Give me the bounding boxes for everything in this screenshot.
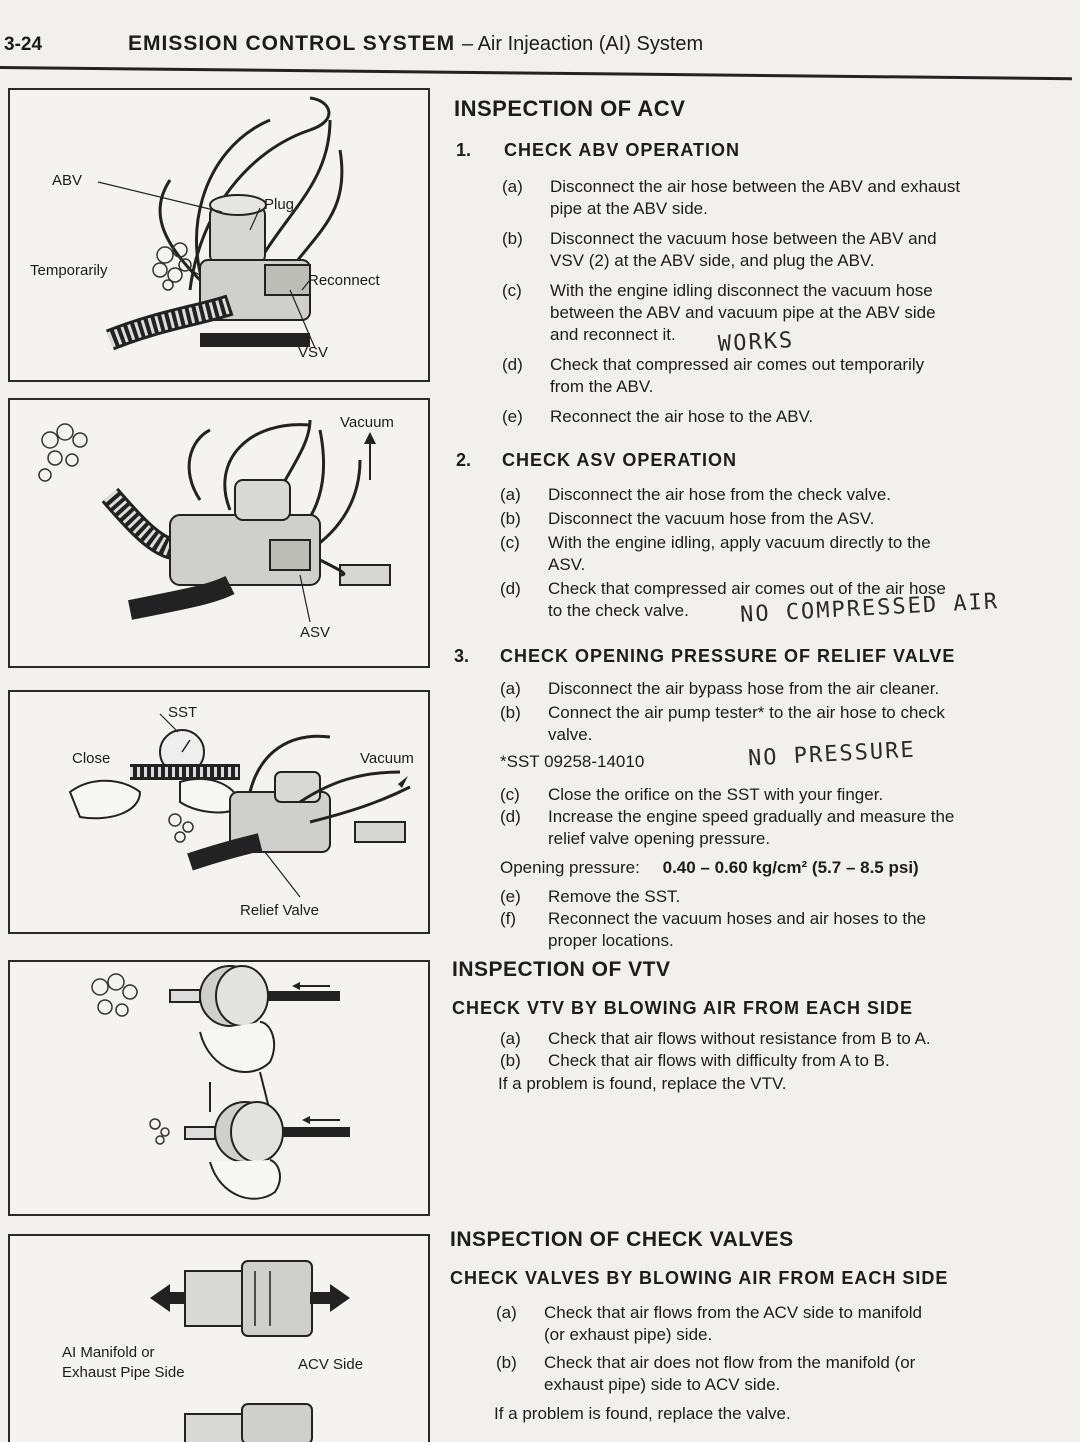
step-line: Disconnect the air hose from the check valve.: [548, 485, 891, 504]
check1-number: 1.: [456, 140, 472, 160]
figure-relief-valve-check: [8, 690, 430, 934]
step-line: Reconnect the vacuum hoses and air hoses to the: [548, 909, 927, 928]
check2-title: CHECK ASV OPERATION: [502, 450, 738, 470]
vtv-section-title: INSPECTION OF VTV: [452, 958, 671, 981]
label-close: Close: [72, 750, 111, 767]
label-reconnect: Reconnect: [308, 272, 380, 289]
step-letter: (a): [500, 485, 521, 504]
step-line: pipe at the ABV side.: [550, 199, 708, 218]
check-valves-step-a: [496, 1302, 1060, 1348]
label-sst: SST: [168, 704, 198, 721]
step-letter: (d): [502, 355, 523, 374]
step-letter: (a): [500, 1029, 521, 1048]
vtv-note: If a problem is found, replace the VTV.: [498, 1074, 787, 1093]
step-letter: (c): [500, 533, 520, 552]
step-line: Check that compressed air comes out temporarily: [550, 355, 925, 374]
label-vsv: VSV: [298, 344, 329, 361]
check-valves-section-title: INSPECTION OF CHECK VALVES: [450, 1228, 794, 1251]
step-line: exhaust pipe) side to ACV side.: [544, 1375, 781, 1394]
step-line: Increase the engine speed gradually and measure the: [548, 807, 955, 826]
check1-step-e: [502, 406, 1062, 430]
step-line: Reconnect the air hose to the ABV.: [550, 407, 814, 426]
step-line: and reconnect it.: [550, 325, 676, 344]
step-line: from the ABV.: [550, 377, 654, 396]
label-manifold-2: Exhaust Pipe Side: [62, 1364, 185, 1381]
check3-step-a: [500, 678, 1060, 702]
check3-step-d: [500, 806, 1060, 852]
step-letter: (c): [502, 281, 522, 300]
acv-section-title: INSPECTION OF ACV: [454, 96, 686, 121]
check3-number: 3.: [454, 646, 470, 666]
check-valves-check-title: CHECK VALVES BY BLOWING AIR FROM EACH SIDE: [450, 1268, 949, 1288]
step-line: Disconnect the vacuum hose from the ASV.: [548, 509, 875, 528]
step-line: Connect the air pump tester* to the air hose to check: [548, 703, 945, 722]
check3-step-b: [500, 702, 1060, 748]
step-line: Check that air flows from the ACV side to manifold: [544, 1303, 922, 1322]
step-line: proper locations.: [548, 931, 674, 950]
label-manifold-1: AI Manifold or: [62, 1344, 155, 1361]
step-line: relief valve opening pressure.: [548, 829, 771, 848]
step-line: Check that air flows with difficulty from A to B.: [548, 1051, 890, 1070]
vtv-illustration: [10, 962, 428, 1214]
check3-step-c: [500, 784, 1060, 808]
step-letter: (c): [500, 785, 520, 804]
page-header: [0, 22, 1080, 78]
header-title: [128, 32, 703, 56]
label-abv: ABV: [52, 172, 83, 189]
label-acv-side: ACV Side: [298, 1356, 364, 1373]
vtv-check-title: CHECK VTV BY BLOWING AIR FROM EACH SIDE: [452, 998, 914, 1018]
vtv-step-a: [500, 1028, 1060, 1052]
step-line: Check that compressed air comes out of the air hose: [548, 579, 946, 598]
header-title-main: EMISSION CONTROL SYSTEM: [128, 32, 456, 55]
handwritten-works: WORKS: [717, 328, 795, 357]
step-line: (or exhaust pipe) side.: [544, 1325, 713, 1344]
spec-label: Opening pressure:: [500, 858, 640, 877]
check1-step-b: [502, 228, 1062, 276]
check2-step-b: [500, 508, 1060, 532]
sst-part-number: *SST 09258-14010: [500, 752, 645, 771]
step-letter: (d): [500, 579, 521, 598]
header-rule: [0, 66, 1072, 80]
step-letter: (b): [500, 1051, 521, 1070]
step-line: Close the orifice on the SST with your finger.: [548, 785, 884, 804]
handwritten-no-pressure: NO PRESSURE: [747, 737, 917, 772]
step-line: Check that air does not flow from the manifold (or: [544, 1353, 916, 1372]
step-line: VSV (2) at the ABV side, and plug the ABV.: [550, 251, 875, 270]
check2-step-c: [500, 532, 1060, 578]
label-asv: ASV: [300, 624, 331, 641]
check3-step-e: [500, 886, 1060, 910]
relief-valve-illustration: [10, 692, 428, 932]
step-letter: (a): [496, 1303, 517, 1322]
step-line: Check that air flows without resistance from B to A.: [548, 1029, 931, 1048]
step-line: With the engine idling disconnect the vacuum hose: [550, 281, 933, 300]
step-letter: (a): [500, 679, 521, 698]
step-line: Disconnect the air bypass hose from the air cleaner.: [548, 679, 940, 698]
label-vacuum-relief: Vacuum: [360, 750, 414, 767]
check-valves-note: If a problem is found, replace the valve.: [494, 1404, 791, 1423]
asv-illustration: [10, 400, 428, 666]
page-number: 3-24: [4, 34, 43, 55]
header-subtitle: – Air Injeaction (AI) System: [462, 33, 704, 55]
step-letter: (e): [502, 407, 523, 426]
check3-step-f: [500, 908, 1060, 954]
step-letter: (f): [500, 909, 517, 928]
step-line: With the engine idling, apply vacuum directly to the: [548, 533, 931, 552]
opening-pressure-spec: [500, 858, 919, 878]
step-line: Remove the SST.: [548, 887, 681, 906]
check2-number: 2.: [456, 450, 472, 470]
check1-step-d: [502, 354, 1062, 402]
step-line: Disconnect the air hose between the ABV and exhaust: [550, 177, 961, 196]
label-vacuum: Vacuum: [340, 414, 394, 431]
abv-illustration: [10, 90, 428, 380]
step-line: valve.: [548, 725, 593, 744]
check2-step-a: [500, 484, 1060, 508]
figure-abv-check: [8, 88, 430, 382]
label-relief-valve: Relief Valve: [240, 902, 319, 919]
figure-vtv-check: [8, 960, 430, 1216]
step-letter: (b): [496, 1353, 517, 1372]
step-letter: (b): [500, 703, 521, 722]
step-line: ASV.: [548, 555, 586, 574]
figure-asv-check: [8, 398, 430, 668]
step-letter: (d): [500, 807, 521, 826]
check1-title: CHECK ABV OPERATION: [504, 140, 741, 160]
check-valve-illustration: [10, 1236, 428, 1442]
step-letter: (a): [502, 177, 523, 196]
step-line: between the ABV and vacuum pipe at the ABV side: [550, 303, 936, 322]
step-letter: (b): [502, 229, 523, 248]
step-line: Disconnect the vacuum hose between the ABV and: [550, 229, 937, 248]
label-temporarily: Temporarily: [30, 262, 108, 279]
step-letter: (e): [500, 887, 521, 906]
step-line: to the check valve.: [548, 601, 689, 620]
check3-title: CHECK OPENING PRESSURE OF RELIEF VALVE: [500, 646, 956, 666]
label-plug: Plug: [264, 196, 295, 213]
vtv-step-b: [500, 1050, 1060, 1074]
check-valves-step-b: [496, 1352, 1060, 1398]
figure-check-valve: [8, 1234, 430, 1442]
step-letter: (b): [500, 509, 521, 528]
handwritten-no-compressed-air: NO COMPRESSED AIR: [739, 589, 1000, 628]
spec-value: 0.40 – 0.60 kg/cm² (5.7 – 8.5 psi): [662, 858, 919, 877]
check1-step-a: [502, 176, 1062, 224]
